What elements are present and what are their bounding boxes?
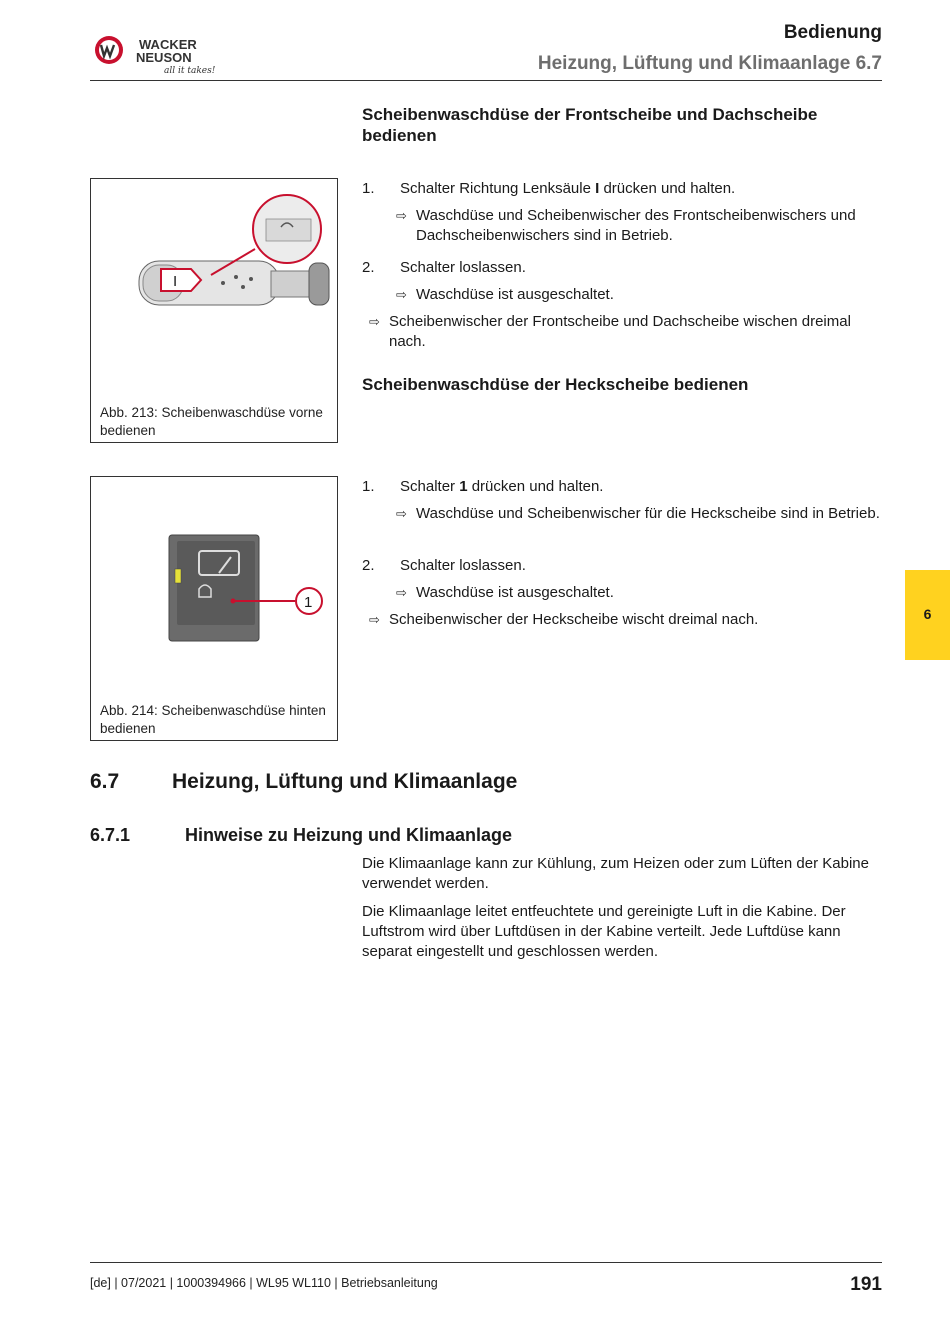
rear-washer-switch-illustration xyxy=(91,477,337,677)
rear-step-1: 1. Schalter 1 drücken und halten. xyxy=(362,478,604,495)
rear-step-2-result: ⇨ Waschdüse ist ausgeschaltet. xyxy=(396,584,614,601)
section-heading: 6.7 Heizung, Lüftung und Klimaanlage xyxy=(90,770,518,793)
svg-text:NEUSON: NEUSON xyxy=(136,50,192,65)
footer-divider xyxy=(90,1262,882,1263)
result-arrow-icon: ⇨ xyxy=(396,506,407,521)
subsection-heading: 6.7.1 Hinweise zu Heizung und Klimaanlage xyxy=(90,825,513,845)
rear-step-2: 2. Schalter loslassen. xyxy=(362,557,526,574)
result-arrow-icon: ⇨ xyxy=(396,585,407,600)
front-washer-title: Scheibenwaschdüse der Frontscheibe und Dachscheibe bedienen xyxy=(362,105,818,145)
figure-213-caption: Abb. 213: Scheibenwaschdüse vorne bedienen xyxy=(100,405,323,438)
front-step-1: 1. Schalter Richtung Lenksäule I drücken und halten. xyxy=(362,180,736,197)
front-step-2-result: ⇨ Waschdüse ist ausgeschaltet. xyxy=(396,286,614,303)
header-section: Bedienung xyxy=(783,22,882,43)
chapter-tab xyxy=(905,570,950,660)
front-step-2: 2. Schalter loslassen. xyxy=(362,259,526,276)
rear-step-1-result: ⇨ Waschdüse und Scheibenwischer für die Heckscheibe sind in Betrieb. xyxy=(396,505,880,522)
callout-label-1: 1 xyxy=(304,594,313,611)
rear-final-result: ⇨ Scheibenwischer der Heckscheibe wischt dreimal nach. xyxy=(369,611,759,628)
rear-washer-title: Scheibenwaschdüse der Heckscheibe bedienen xyxy=(362,375,749,394)
svg-text:all it takes!: all it takes! xyxy=(164,66,216,76)
result-arrow-icon: ⇨ xyxy=(369,612,380,627)
steering-column-switch-illustration xyxy=(91,179,337,399)
paragraph-2: Die Klimaanlage leitet entfeuchtete und gereinigte Luft in die Kabine. Der Luftstrom wird über Luftdüsen in der Kabine verteilt. Jede Luftdüse kann separat eingestellt und geschlossen werden. xyxy=(362,903,846,960)
front-step-1-result: ⇨ Waschdüse und Scheibenwischer des Frontscheibenwischers und Dachscheibenwischers sind in Betrieb. xyxy=(396,207,856,244)
callout-label-I: I xyxy=(173,273,178,290)
result-arrow-icon: ⇨ xyxy=(396,287,407,302)
chapter-tab-label: 6 xyxy=(923,606,932,622)
figure-213 xyxy=(90,178,338,443)
header-divider xyxy=(90,80,882,81)
footer-text: [de] | 07/2021 | 1000394966 | WL95 WL110 | Betriebsanleitung xyxy=(90,1276,438,1290)
header-chapter: Heizung, Lüftung und Klimaanlage 6.7 xyxy=(537,53,882,74)
paragraph-1: Die Klimaanlage kann zur Kühlung, zum Heizen oder zum Lüften der Kabine verwendet werden. xyxy=(362,855,869,892)
result-arrow-icon: ⇨ xyxy=(396,208,407,223)
wacker-neuson-logo xyxy=(92,34,232,78)
figure-214-caption: Abb. 214: Scheibenwaschdüse hinten bedienen xyxy=(100,703,326,736)
result-arrow-icon: ⇨ xyxy=(369,314,380,329)
svg-text:WACKER: WACKER xyxy=(139,37,197,52)
page-number: 191 xyxy=(850,1274,882,1295)
figure-214 xyxy=(90,476,338,741)
front-final-result: ⇨ Scheibenwischer der Frontscheibe und Dachscheibe wischen dreimal nach. xyxy=(369,313,851,350)
